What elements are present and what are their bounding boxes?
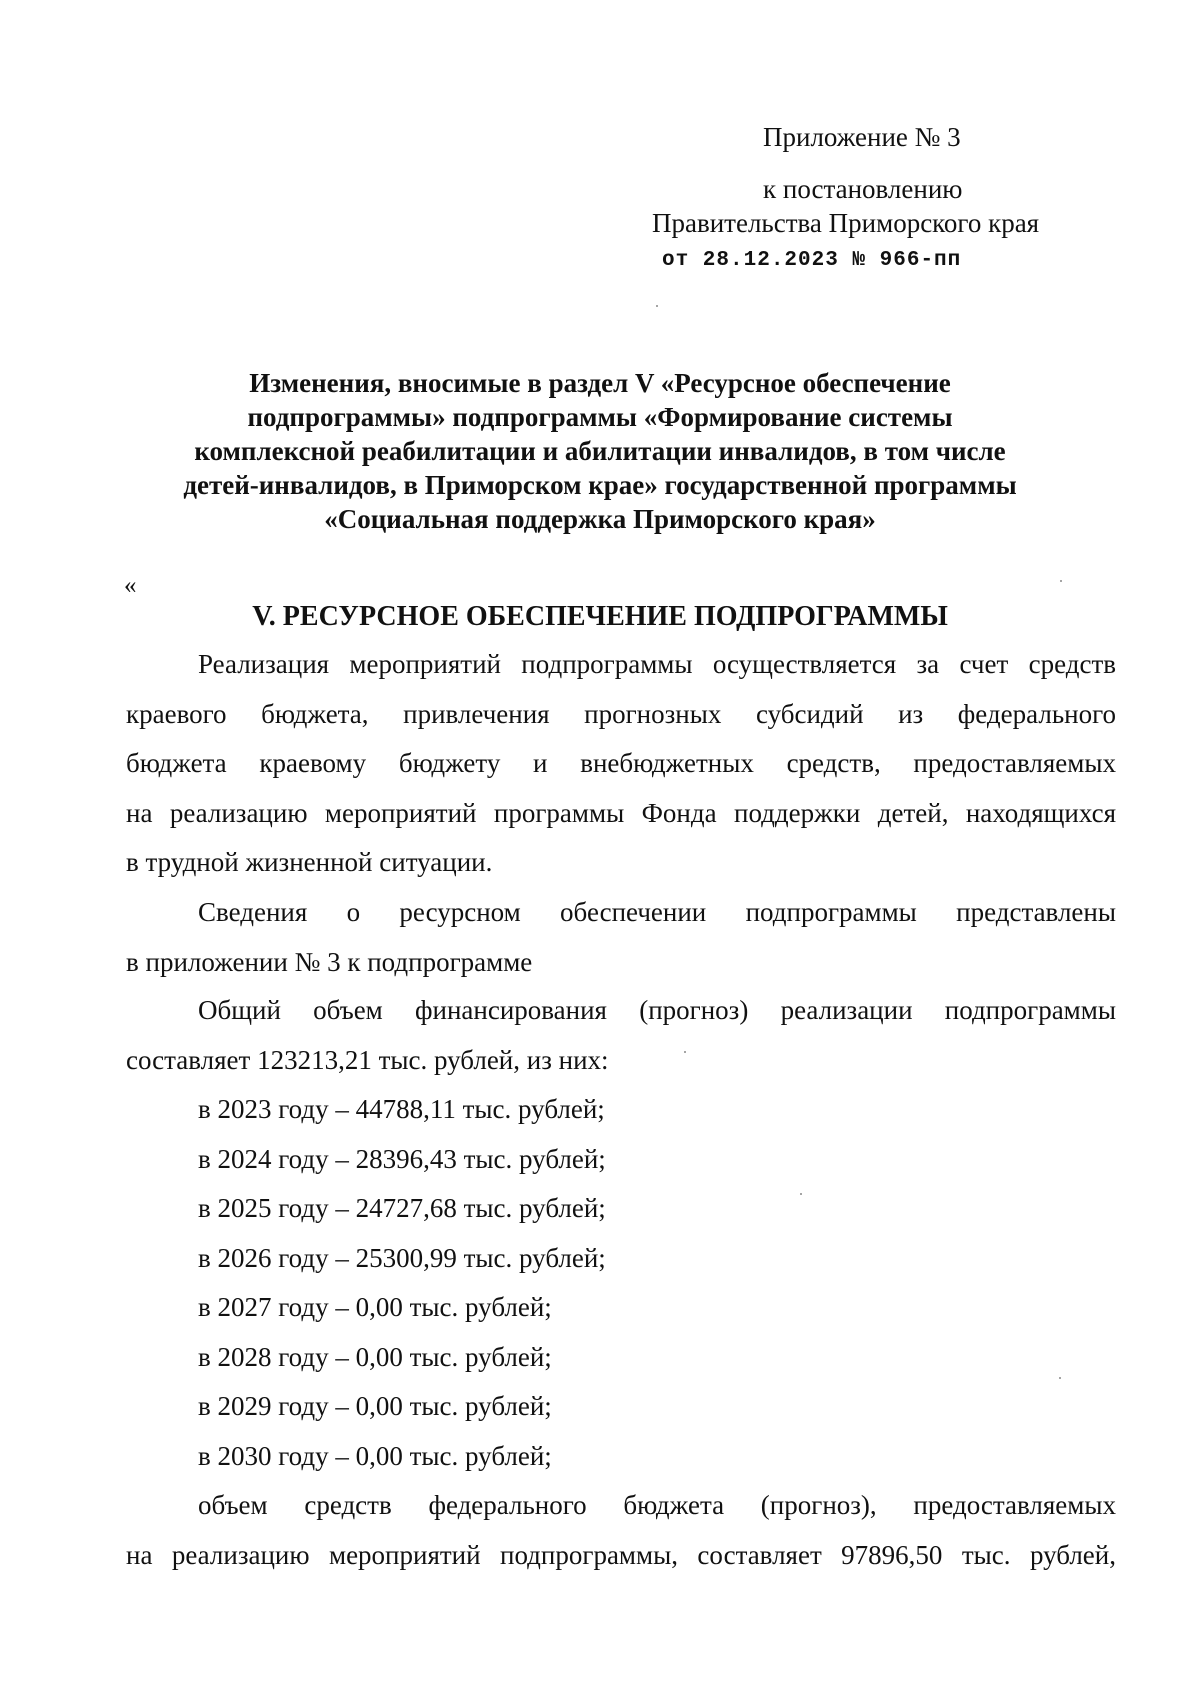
title-line: «Социальная поддержка Приморского края»	[324, 504, 876, 534]
title-line: комплексной реабилитации и абилитации инвалидов, в том числе	[194, 436, 1006, 466]
paragraph-line: на реализацию мероприятий подпрограммы, составляет 97896,50 тыс. рублей,	[126, 1539, 1116, 1570]
title-line: подпрограммы» подпрограммы «Формирование системы	[247, 402, 953, 432]
paragraph-resource-info	[126, 888, 1116, 987]
paragraph-line: в трудной жизненной ситуации.	[126, 847, 493, 877]
paragraph-line: Общий объем финансирования (прогноз) реализации подпрограммы	[198, 995, 1116, 1025]
year-financing-item: в 2028 году – 0,00 тыс. рублей;	[198, 1341, 552, 1372]
resolution-date-number: от 28.12.2023 № 966-пп	[662, 249, 962, 272]
year-financing-item: в 2024 году – 28396,43 тыс. рублей;	[198, 1143, 606, 1174]
year-financing-item: в 2027 году – 0,00 тыс. рублей;	[198, 1292, 552, 1322]
title-line: детей-инвалидов, в Приморском крае» государственной программы	[183, 470, 1017, 500]
yearly-financing-list	[198, 1085, 898, 1481]
scan-speck	[656, 305, 658, 307]
year-financing-item: в 2026 году – 25300,99 тыс. рублей;	[198, 1242, 606, 1273]
scan-speck	[1059, 1377, 1061, 1379]
to-resolution-label: к постановлению	[763, 174, 963, 204]
year-financing-item: в 2029 году – 0,00 тыс. рублей;	[198, 1391, 552, 1421]
scan-speck	[800, 1193, 802, 1195]
scan-speck	[684, 1051, 686, 1053]
paragraph-total-financing	[126, 986, 1116, 1085]
document-title	[120, 366, 1080, 536]
scan-speck	[1060, 580, 1062, 582]
paragraph-line: краевого бюджета, привлечения прогнозных субсидий из федерального	[126, 698, 1116, 729]
section-heading: V. РЕСУРСНОЕ ОБЕСПЕЧЕНИЕ ПОДПРОГРАММЫ	[252, 601, 948, 632]
government-label: Правительства Приморского края	[652, 208, 1040, 238]
paragraph-line: Сведения о ресурсном обеспечении подпрограммы представлены	[198, 897, 1116, 927]
year-financing-item: в 2030 году – 0,00 тыс. рублей;	[198, 1440, 552, 1471]
paragraph-line: в приложении № 3 к подпрограмме	[126, 946, 533, 977]
year-financing-item: в 2025 году – 24727,68 тыс. рублей;	[198, 1193, 606, 1223]
paragraph-funding-sources	[126, 640, 1116, 888]
title-line: Изменения, вносимые в раздел V «Ресурсное обеспечение	[249, 368, 951, 398]
year-financing-item: в 2023 году – 44788,11 тыс. рублей;	[198, 1094, 605, 1124]
opening-quote-mark: «	[124, 572, 137, 599]
paragraph-line: бюджета краевому бюджету и внебюджетных средств, предоставляемых	[126, 748, 1116, 778]
appendix-title: Приложение № 3	[763, 122, 961, 152]
paragraph-line: составляет 123213,21 тыс. рублей, из них:	[126, 1044, 609, 1075]
paragraph-line: объем средств федерального бюджета (прогноз), предоставляемых	[198, 1490, 1116, 1520]
paragraph-federal-budget	[126, 1481, 1116, 1580]
paragraph-line: на реализацию мероприятий программы Фонда поддержки детей, находящихся	[126, 797, 1116, 828]
paragraph-line: Реализация мероприятий подпрограммы осуществляется за счет средств	[198, 649, 1116, 679]
